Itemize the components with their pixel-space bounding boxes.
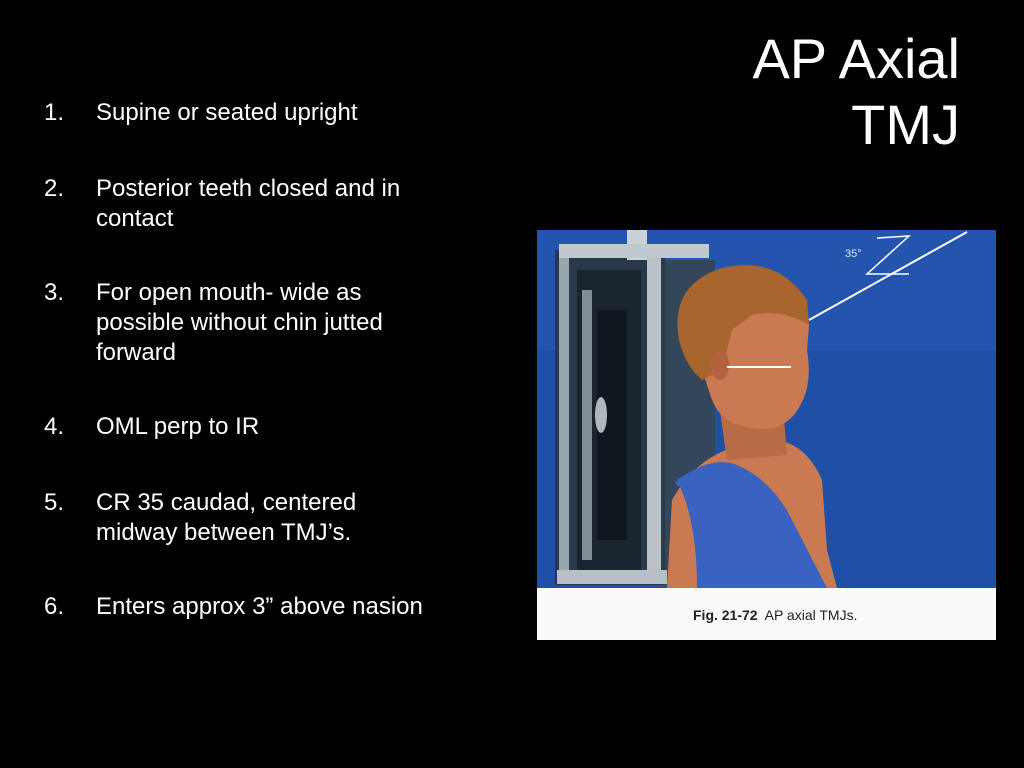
figure-caption-text: AP axial TMJs. <box>764 607 858 623</box>
step-number: 2. <box>44 175 65 202</box>
photo-illustration <box>537 230 996 640</box>
angle-label: 35° <box>845 248 862 260</box>
step-text: Enters approx 3” above nasion <box>96 593 423 620</box>
figure-number: Fig. 21-72 <box>693 607 758 623</box>
steps-list <box>44 98 444 668</box>
list-item <box>44 592 444 622</box>
step-number: 5. <box>44 489 65 516</box>
title-line-1: AP Axial <box>752 27 960 90</box>
step-text: Supine or seated upright <box>96 99 358 126</box>
step-number: 3. <box>44 279 65 306</box>
step-text: CR 35 caudad, centered midway between TMJ’s. <box>96 489 357 546</box>
list-item <box>44 412 444 442</box>
figure-caption <box>693 607 857 623</box>
step-number: 6. <box>44 593 65 620</box>
positioning-photo <box>537 230 996 640</box>
slide-title <box>752 26 960 158</box>
list-item <box>44 174 444 234</box>
list-item <box>44 98 444 128</box>
list-item <box>44 278 444 368</box>
step-number: 1. <box>44 99 65 126</box>
step-text: OML perp to IR <box>96 413 260 440</box>
title-line-2: TMJ <box>851 93 960 156</box>
ear <box>711 350 729 380</box>
step-number: 4. <box>44 413 65 440</box>
list-item <box>44 488 444 548</box>
step-text: For open mouth- wide as possible without chin jutted forward <box>96 279 383 366</box>
step-text: Posterior teeth closed and in contact <box>96 175 401 232</box>
